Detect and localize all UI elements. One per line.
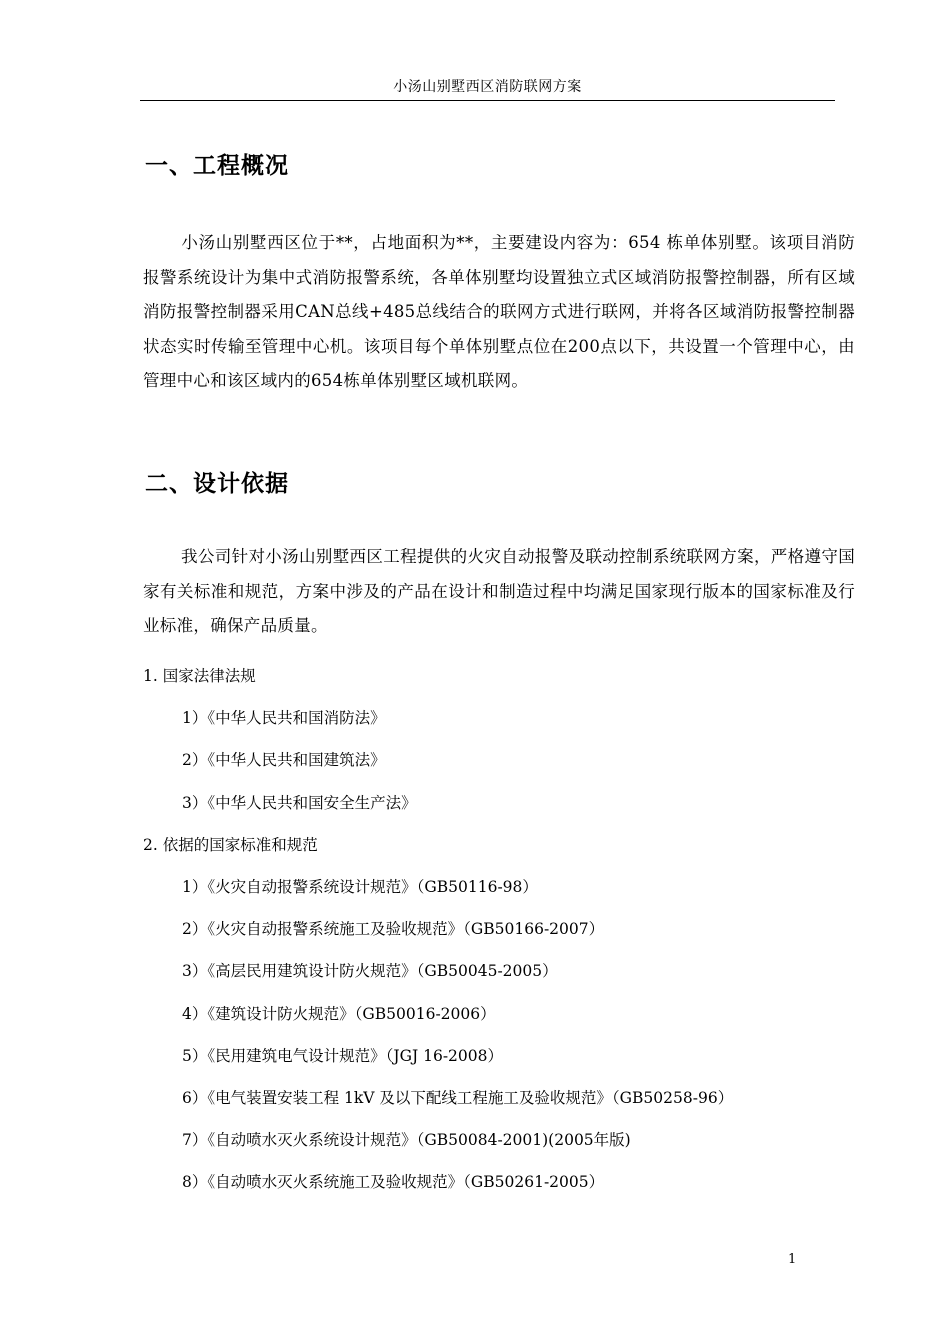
list-item: 1）《火灾自动报警系统设计规范》（GB50116-98） — [182, 877, 538, 896]
list-item: 6）《电气装置安装工程 1kV 及以下配线工程施工及验收规范》（GB50258-96） — [182, 1088, 734, 1107]
list-item: 2）《火灾自动报警系统施工及验收规范》（GB50166-2007） — [182, 920, 605, 939]
design-basis-paragraph-text: 我公司针对小汤山别墅西区工程提供的火灾自动报警及联动控制系统联网方案，严格遵守国家有关标准和规范，方案中涉及的产品在设计和制造过程中均满足国家现行版本的国家标准及行业标准，确保产品质量。 — [143, 547, 855, 635]
list-item: 2）《中华人民共和国建筑法》 — [182, 751, 386, 770]
overview-paragraph — [143, 226, 855, 399]
section-heading-overview: 一、工程概况 — [145, 153, 289, 179]
list-heading: 2. 依据的国家标准和规范 — [143, 835, 318, 854]
list-item: 5）《民用建筑电气设计规范》（JGJ 16-2008） — [182, 1046, 504, 1065]
list-item: 7）《自动喷水灭火系统设计规范》（GB50084-2001)(2005年版) — [182, 1131, 631, 1150]
list-item: 4）《建筑设计防火规范》（GB50016-2006） — [182, 1004, 496, 1023]
section-heading-design-basis: 二、设计依据 — [145, 471, 289, 497]
list-heading: 1. 国家法律法规 — [143, 667, 256, 685]
list-item: 8）《自动喷水灭火系统施工及验收规范》（GB50261-2005） — [182, 1173, 605, 1192]
running-header: 小汤山别墅西区消防联网方案 — [393, 79, 582, 95]
list-item: 3）《中华人民共和国安全生产法》 — [182, 793, 417, 812]
regulation-list — [143, 658, 855, 1206]
overview-paragraph-text: 小汤山别墅西区位于**，占地面积为**，主要建设内容为：654 栋单体别墅。该项目消防报警系统设计为集中式消防报警系统，各单体别墅均设置独立式区域消防报警控制器，所有区域消防报警控制器采用CAN总线+485总线结合的联网方式进行联网，并将各区域消防报警控制器状态实时传输至管理中心机。该项目每个单体别墅点位在200点以下，共设置一个管理中心，由管理中心和该区域内的654栋单体别墅区域机联网。 — [143, 233, 855, 390]
list-item: 1）《中华人民共和国消防法》 — [182, 709, 386, 728]
header-rule — [140, 100, 835, 101]
page-number: 1 — [788, 1252, 797, 1267]
design-basis-paragraph — [143, 540, 855, 644]
list-item: 3）《高层民用建筑设计防火规范》（GB50045-2005） — [182, 962, 558, 981]
